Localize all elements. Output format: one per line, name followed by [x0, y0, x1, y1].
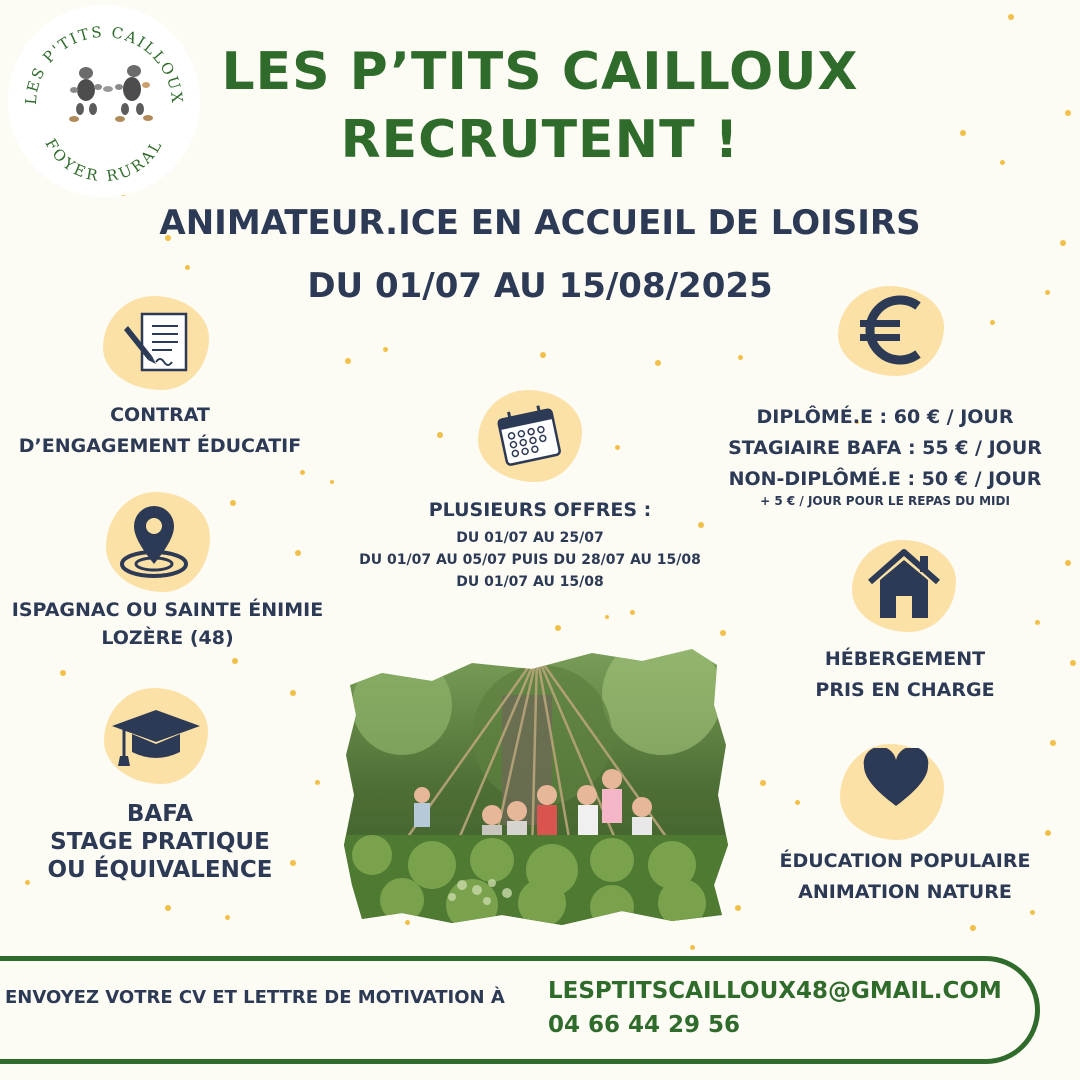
housing-line2: PRIS EN CHARGE: [815, 679, 995, 701]
offer-item: DU 01/07 AU 25/07: [456, 530, 604, 546]
education-line1: ÉDUCATION POPULAIRE: [779, 850, 1031, 872]
house-icon: [866, 546, 942, 620]
footer-send-text: ENVOYEZ VOTRE CV ET LETTRE DE MOTIVATION À: [5, 987, 505, 1008]
housing-line1: HÉBERGEMENT: [824, 648, 986, 670]
heart-icon: [862, 748, 930, 810]
pay-rate-graduate: DIPLÔMÉ.E : 60 € / JOUR: [756, 406, 1014, 428]
footer-bar: [0, 956, 1040, 1064]
calendar-icon: [494, 404, 566, 468]
contract-label: [10, 400, 310, 462]
contract-line2: D’ENGAGEMENT ÉDUCATIF: [18, 435, 302, 457]
bafa-line2: STAGE PRATIQUE: [50, 829, 270, 855]
pebble-figures-icon: [69, 65, 153, 122]
pay-rate-non-graduate: NON-DIPLÔMÉ.E : 50 € / JOUR: [728, 468, 1042, 490]
bafa-label: [10, 800, 310, 884]
location-line1: ISPAGNAC OU SAINTE ÉNIMIE: [11, 599, 324, 621]
job-title: ANIMATEUR.ICE EN ACCUEIL DE LOISIRS: [159, 203, 921, 243]
children-forest-photo: [342, 645, 730, 927]
euro-icon: [856, 292, 926, 368]
page-title-line1: LES P’TITS CAILLOUX: [221, 42, 859, 102]
graduation-cap-icon: [110, 706, 202, 768]
location-label: [5, 596, 330, 652]
contact-email-link[interactable]: LESPTITSCAILLOUX48@GMAIL.COM: [548, 978, 1002, 1004]
bafa-line1: BAFA: [126, 801, 194, 827]
bafa-line3: OU ÉQUIVALENCE: [47, 857, 273, 883]
map-pin-icon: [116, 502, 192, 582]
education-line2: ANIMATION NATURE: [798, 881, 1012, 903]
offer-item: DU 01/07 AU 15/08: [456, 574, 604, 590]
pay-rate-trainee: STAGIAIRE BAFA : 55 € / JOUR: [728, 437, 1042, 459]
svg-text:LES P'TITS CAILLOUX: LES P'TITS CAILLOUX: [21, 22, 187, 106]
logo: [8, 5, 200, 197]
location-line2: LOZÈRE (48): [101, 627, 234, 649]
offers-title: PLUSIEURS OFFRES :: [428, 499, 652, 521]
page-title-line2: RECRUTENT !: [340, 110, 740, 170]
pay-rates: [700, 402, 1070, 495]
education-label: [740, 846, 1070, 908]
offer-item: DU 01/07 AU 05/07 PUIS DU 28/07 AU 15/08: [359, 552, 701, 568]
contract-line1: CONTRAT: [110, 404, 210, 426]
job-dates: DU 01/07 AU 15/08/2025: [307, 266, 773, 306]
contact-phone-link[interactable]: 04 66 44 29 56: [548, 1012, 741, 1038]
pay-note: + 5 € / JOUR POUR LE REPAS DU MIDI: [760, 494, 1010, 508]
offers-list: [330, 527, 730, 593]
svg-text:FOYER RURAL: FOYER RURAL: [41, 135, 167, 186]
contract-signature-icon: [122, 312, 190, 376]
housing-label: [760, 644, 1050, 706]
